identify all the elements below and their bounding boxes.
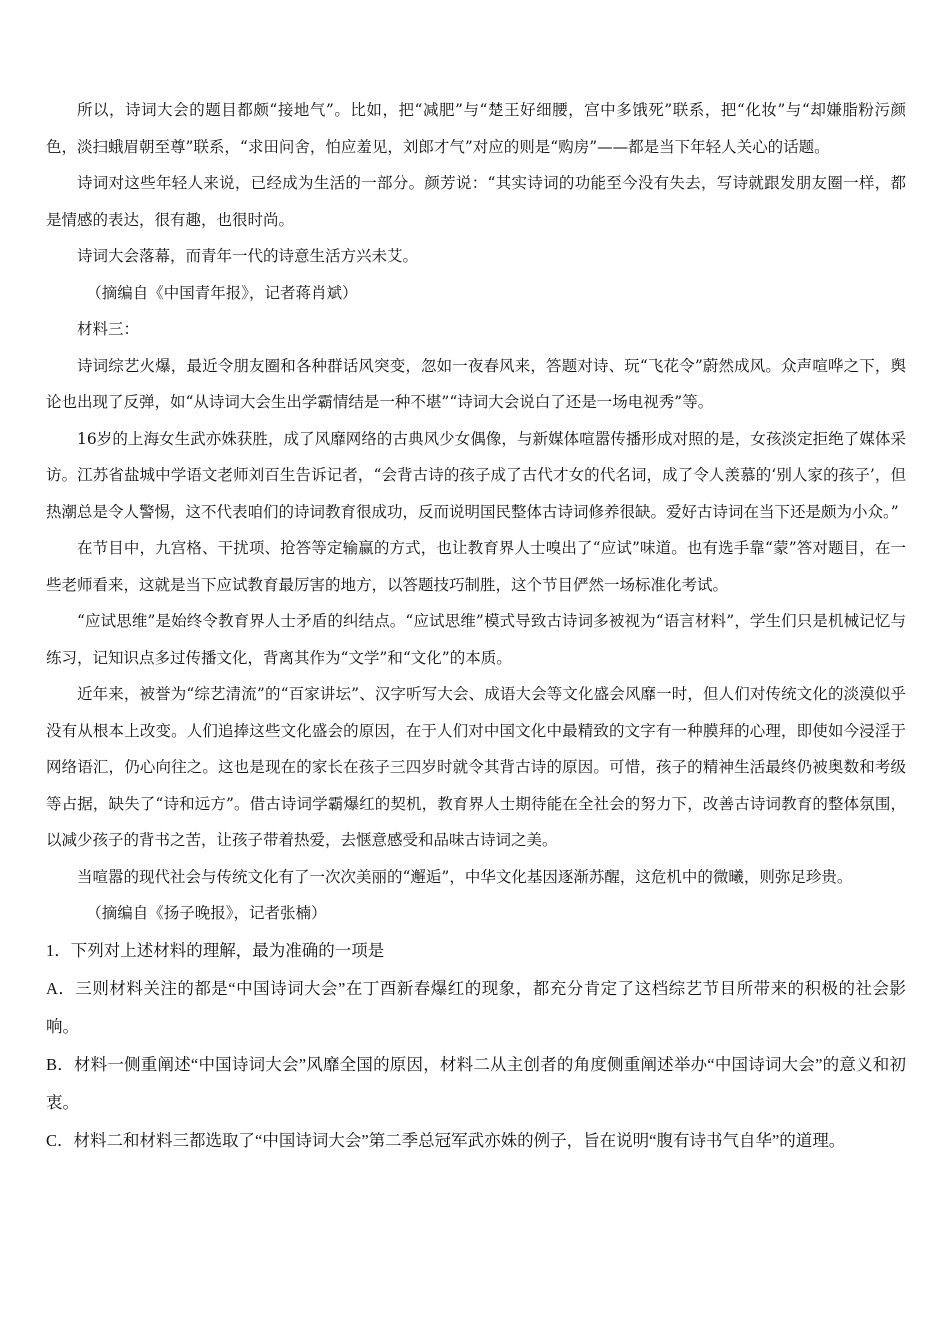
paragraph: 16岁的上海女生武亦姝获胜，成了风靡网络的古典风少女偶像，与新媒体喧嚣传播形成对照的是，女孩淡定拒绝了媒体采访。江苏省盐城中学语文老师刘百生告诉记者，“会背古诗的孩子成了古代才女的代名词，成了令人羡慕的‘别人家的孩子’，但热潮总是令人警惕，这不代表咱们的诗词教育很成功，反而说明国民整体古诗词修养很缺。爱好古诗词在当下还是颇为小众。” bbox=[46, 429, 906, 521]
document-page bbox=[46, 92, 906, 1160]
paragraph: 诗词对这些年轻人来说，已经成为生活的一部分。颜芳说：“其实诗词的功能至今没有失去，写诗就跟发朋友圈一样，都是情感的表达，很有趣，也很时尚。 bbox=[46, 174, 906, 229]
question-stem: 1．下列对上述材料的理解，最为准确的一项是 bbox=[46, 940, 385, 960]
option-c: C．材料二和材料三都选取了“中国诗词大会”第二季总冠军武亦姝的例子，旨在说明“腹有诗书气自华”的道理。 bbox=[46, 1130, 846, 1150]
paragraph: 诗词大会落幕，而青年一代的诗意生活方兴未艾。 bbox=[77, 247, 419, 265]
source-citation: （摘编自《扬子晚报》，记者张楠） bbox=[86, 904, 327, 922]
paragraph: 所以，诗词大会的题目都颇“接地气”。比如，把“减肥”与“楚王好细腰，宫中多饿死”联系，把“化妆”与“却嫌脂粉污颜色，淡扫蛾眉朝至尊”联系，“求田问舍，怕应羞见，刘郎才气”对应的则是“购房”——都是当下年轻人关心的话题。 bbox=[46, 101, 906, 156]
paragraph: 诗词综艺火爆，最近令朋友圈和各种群话风突变，忽如一夜春风来，答题对诗、玩“飞花令”蔚然成风。众声喧哗之下，舆论也出现了反弹，如“从诗词大会生出学霸情结是一种不堪”“诗词大会说白了还是一场电视秀”等。 bbox=[46, 356, 906, 411]
paragraph: 近年来，被誉为“综艺清流”的“百家讲坛”、汉字听写大会、成语大会等文化盛会风靡一时，但人们对传统文化的淡漠似乎没有从根本上改变。人们追捧这些文化盛会的原因，在于人们对中国文化中最精致的文字有一种膜拜的心理，即使如今浸淫于网络语汇，仍心向往之。这也是现在的家长在孩子三四岁时就令其背古诗的原因。可惜，孩子的精神生活最终仍被奥数和考级等占据，缺失了“诗和远方”。借古诗词学霸爆红的契机，教育界人士期待能在全社会的努力下，改善古诗词教育的整体氛围，以减少孩子的背书之苦，让孩子带着热爱，去惬意感受和品味古诗词之美。 bbox=[46, 685, 906, 849]
paragraph: 当喧嚣的现代社会与传统文化有了一次次美丽的“邂逅”，中华文化基因逐渐苏醒，这危机中的微曦，则弥足珍贵。 bbox=[77, 867, 853, 886]
paragraph: 在节目中，九宫格、干扰项、抢答等定输赢的方式，也让教育界人士嗅出了“应试”味道。也有选手靠“蒙”答对题目，在一些老师看来，这就是当下应试教育最厉害的地方，以答题技巧制胜，这个节目俨然一场标准化考试。 bbox=[46, 539, 906, 594]
source-citation: （摘编自《中国青年报》，记者蒋肖斌） bbox=[86, 283, 358, 302]
option-a: A．三则材料关注的都是“中国诗词大会”在丁酉新春爆红的现象，都充分肯定了这档综艺节目所带来的积极的社会影响。 bbox=[46, 978, 906, 1036]
option-b: B．材料一侧重阐述“中国诗词大会”风靡全国的原因，材料二从主创者的角度侧重阐述举办“中国诗词大会”的意义和初衷。 bbox=[46, 1054, 906, 1112]
paragraph: “应试思维”是始终令教育界人士矛盾的纠结点。“应试思维”模式导致古诗词多被视为“语言材料”，学生们只是机械记忆与练习，记知识点多过传播文化，背离其作为“文学”和“文化”的本质。 bbox=[46, 612, 906, 667]
section-heading: 材料三： bbox=[77, 320, 140, 338]
